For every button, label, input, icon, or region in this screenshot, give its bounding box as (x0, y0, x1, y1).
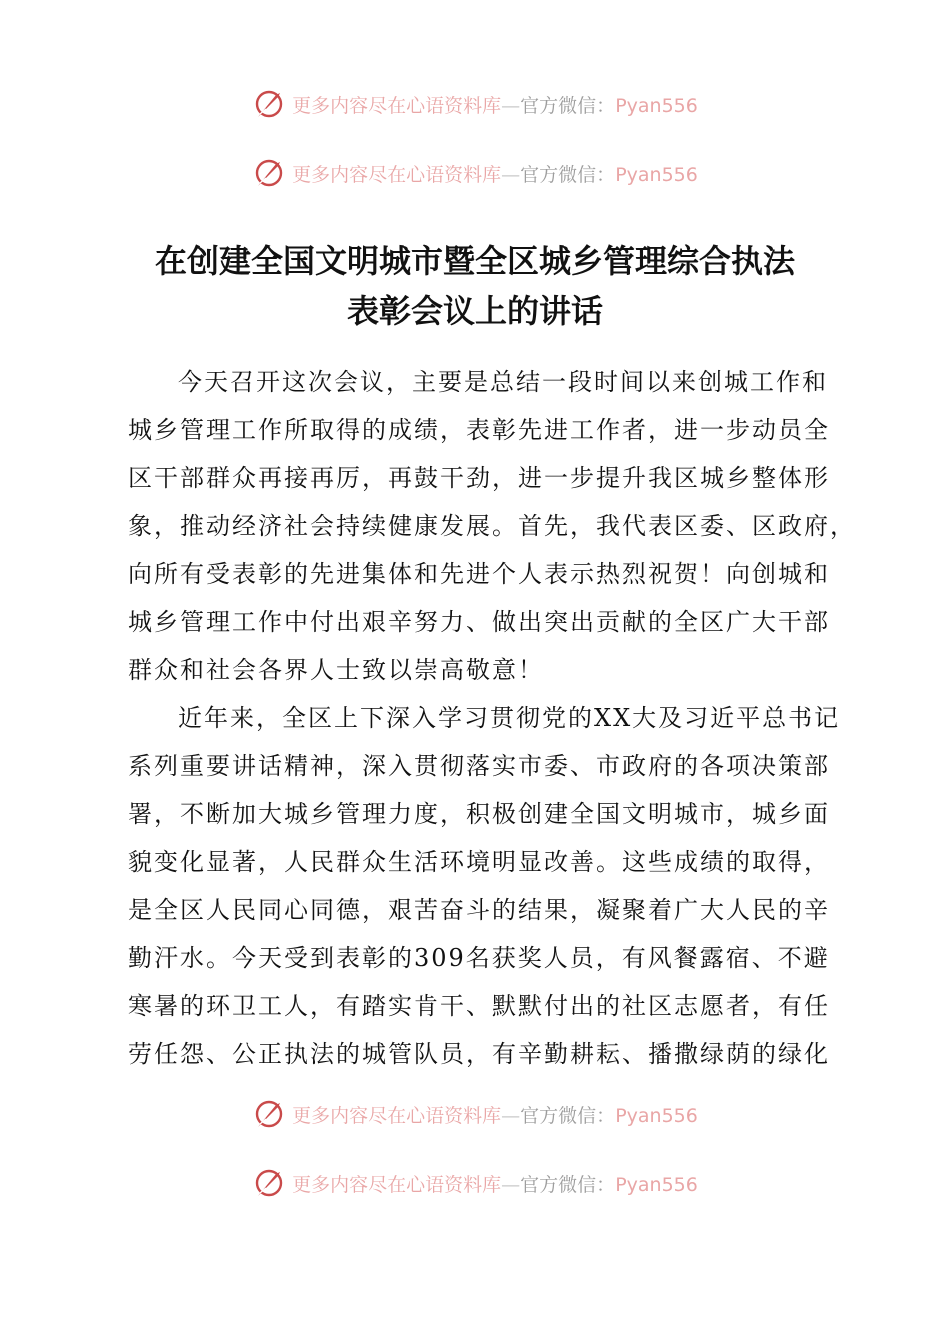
quill-logo-icon (252, 1097, 286, 1131)
text-line: 群众和社会各界人士致以崇高敬意！ (128, 656, 544, 684)
text-line: 貌变化显著，人民群众生活环境明显改善。这些成绩的取得， (128, 848, 830, 876)
paragraph-1 (128, 358, 856, 694)
banner-dash: — (501, 94, 521, 117)
text-line: 署，不断加大城乡管理力度，积极创建全国文明城市，城乡面 (128, 800, 830, 828)
text-line: 近年来，全区上下深入学习贯彻党的XX大及习近平总书记 (178, 704, 841, 732)
text-line: 城乡管理工作中付出艰辛努力、做出突出贡献的全区广大干部 (128, 608, 830, 636)
document-title (90, 236, 860, 336)
banner-wechat-label: 官方微信： (520, 1173, 616, 1196)
document-body (128, 358, 856, 1078)
text-line: 是全区人民同心同德，艰苦奋斗的结果，凝聚着广大人民的辛 (128, 896, 830, 924)
banner-wechat-id: Pyan556 (615, 163, 698, 186)
banner-main-text: 更多内容尽在心语资料库 (292, 163, 502, 186)
text-line: 勤汗水。今天受到表彰的309名获奖人员，有风餐露宿、不避 (128, 944, 830, 972)
banner-wechat-id: Pyan556 (615, 1104, 698, 1127)
banner-wechat-id: Pyan556 (615, 1173, 698, 1196)
watermark-banner-bottom-2 (0, 1163, 950, 1203)
quill-logo-icon (252, 156, 286, 190)
text-line: 今天召开这次会议，主要是总结一段时间以来创城工作和 (178, 368, 828, 396)
watermark-banner-top-2 (0, 153, 950, 193)
quill-logo-icon (252, 87, 286, 121)
banner-main-text: 更多内容尽在心语资料库 (292, 1104, 502, 1127)
text-line: 劳任怨、公正执法的城管队员，有辛勤耕耘、播撒绿荫的绿化 (128, 1040, 830, 1068)
text-line: 向所有受表彰的先进集体和先进个人表示热烈祝贺！向创城和 (128, 560, 830, 588)
title-line-2: 表彰会议上的讲话 (346, 292, 603, 330)
paragraph-2 (128, 694, 840, 1078)
banner-wechat-label: 官方微信： (520, 163, 616, 186)
watermark-banner-bottom-1 (0, 1094, 950, 1134)
text-line: 系列重要讲话精神，深入贯彻落实市委、市政府的各项决策部 (128, 752, 830, 780)
quill-logo-icon (252, 1166, 286, 1200)
banner-dash: — (501, 163, 521, 186)
watermark-banner-top-1 (0, 84, 950, 124)
banner-main-text: 更多内容尽在心语资料库 (292, 94, 502, 117)
banner-dash: — (501, 1104, 521, 1127)
banner-wechat-id: Pyan556 (615, 94, 698, 117)
banner-dash: — (501, 1173, 521, 1196)
text-line: 寒暑的环卫工人，有踏实肯干、默默付出的社区志愿者，有任 (128, 992, 830, 1020)
title-line-1: 在创建全国文明城市暨全区城乡管理综合执法 (154, 242, 795, 280)
text-line: 城乡管理工作所取得的成绩，表彰先进工作者，进一步动员全 (128, 416, 830, 444)
banner-wechat-label: 官方微信： (520, 1104, 616, 1127)
text-line: 象，推动经济社会持续健康发展。首先，我代表区委、区政府， (128, 512, 856, 540)
banner-main-text: 更多内容尽在心语资料库 (292, 1173, 502, 1196)
banner-wechat-label: 官方微信： (520, 94, 616, 117)
text-line: 区干部群众再接再厉，再鼓干劲，进一步提升我区城乡整体形 (128, 464, 830, 492)
